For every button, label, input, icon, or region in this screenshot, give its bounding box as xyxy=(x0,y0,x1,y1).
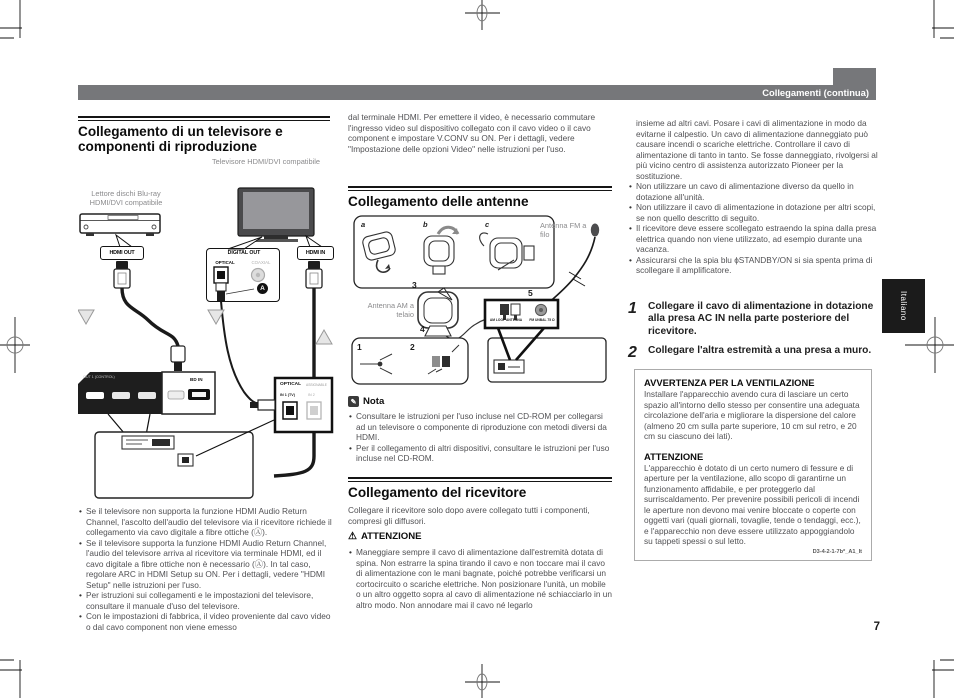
pencil-icon: ✎ xyxy=(348,396,359,407)
tv-note-1: • Se il televisore non supporta la funzione HDMI Audio Return Channel, l'ascolto dell'audio del televisore via il ricevitore richiede il collegamento via cavo digitale a fibre ottiche (Ⓐ). xyxy=(78,506,334,538)
right-continued: insieme ad altri cavi. Posare i cavi di alimentazione in modo da evitarne il calpestio. Un cavo di alimentazione danneggiato può causare incendi o scariche elettriche. Controllare il cavo di alimentazione di tanto in tanto. Se fosse danneggiato, rivolgersi al più vicino centro di assistenza autorizzato Pioneer per la sostituzione. xyxy=(636,118,878,181)
heading-rule xyxy=(348,186,612,191)
heading-rule xyxy=(348,477,612,482)
tv-section-heading-block xyxy=(78,116,330,155)
step-1-text: Collegare il cavo di alimentazione in dotazione alla presa AC IN nella parte posteriore del ricevitore. xyxy=(648,301,874,337)
right-column-text xyxy=(628,118,878,276)
step-c-label: c xyxy=(485,220,490,229)
tv-section-notes xyxy=(78,506,334,632)
antenna-terminal-box xyxy=(485,300,558,328)
coaxial-label: COAXIAL xyxy=(251,260,271,265)
tv-label: Televisore HDMI/DVI compatibile xyxy=(211,157,321,166)
right-note-3: • Il ricevitore deve essere scollegato estraendo la spina dalla presa elettrica quando non viene utilizzato, ad esempio durante una vacanza. xyxy=(628,223,878,255)
hdmi-cable-left xyxy=(122,288,178,346)
note-block xyxy=(348,396,612,464)
in1-tv-label: IN 1 (TV) xyxy=(280,393,295,397)
hdmi-out-plug xyxy=(114,261,130,288)
bluray-player-drawing xyxy=(80,214,160,236)
num-4-label: 4 xyxy=(420,324,425,334)
num-2-label: 2 xyxy=(410,342,415,352)
page-number: 7 xyxy=(873,621,880,633)
caution-bullets xyxy=(348,547,612,610)
receiver-caution-block xyxy=(348,531,612,610)
step-2-text: Collegare l'altra estremità a una presa a muro. xyxy=(648,345,872,357)
ventilation-caution-title: ATTENZIONE xyxy=(644,450,704,462)
doc-code: D3-4-2-1-7b*_A1_It xyxy=(812,548,862,555)
receiver-heading-block xyxy=(348,477,612,500)
steps-block xyxy=(628,301,880,368)
ventilation-box xyxy=(634,369,872,561)
tv-section-continued-text: dal terminale HDMI. Per emettere il video, è necessario commutare l'ingresso video sul dispositivo collegato con il cavo video o il cavo component e impostare V.CONV su ON. Per i dettagli, vedere "Impostazione delle opzioni Video" nelle istruzioni per l'uso. xyxy=(348,112,596,154)
warning-icon: ⚠ xyxy=(348,531,357,542)
num-1-label: 1 xyxy=(357,342,362,352)
bluray-player-label: Lettore dischi Blu-ray HDMI/DVI compatibile xyxy=(89,189,163,207)
receiver-section-heading: Collegamento del ricevitore xyxy=(348,485,527,500)
callout-a-badge: A xyxy=(257,283,268,294)
caution-title: ATTENZIONE xyxy=(360,531,422,542)
ventilation-body: Installare l'apparecchio avendo cura di lasciare un certo spazio all'intorno dello stesso per consentire una adeguata circolazione dell'aria e migliorare la dispersione del calore (almeno 20 cm sulla parte superiore, 10 cm sul retro, e 20 cm su ciascuno dei lati). xyxy=(644,389,860,442)
ventilation-caution-body: L'apparecchio è dotato di un certo numero di fessure e di aperture per la ventilazione, allo scopo di garantirne un funzionamento affidabile, e per proteggerlo dal surriscaldamento. Per prevenire possibili pericoli di incendi le aperture non devono mai venire bloccate o coperte con oggetti vari (quali giornali, tovaglie, tende o tendaggi, ecc.), e l'apparecchio non deve essere utilizzato appoggiandolo su tappeti spessi o sul letto. xyxy=(644,462,861,547)
note-1: • Consultare le istruzioni per l'uso incluse nel CD-ROM per collegarsi ad un televisore o componente di riproduzione con metodi diversi da HDMI. xyxy=(348,411,612,443)
tv-note-4: • Con le impostazioni di fabbrica, il video proveniente dal cavo video o dal cavo component non viene emesso xyxy=(78,611,334,632)
language-tab-label: Italiano xyxy=(899,291,908,321)
page-header-bar xyxy=(78,85,876,100)
assignable-label: ASSIGNABLE xyxy=(306,383,327,387)
digital-out-label: DIGITAL OUT xyxy=(227,250,261,256)
step-1 xyxy=(628,301,880,338)
tv-note-3: • Per istruzioni sui collegamenti e le impostazioni del televisore, consultare il manuale d'uso del televisore. xyxy=(78,590,334,611)
antenna-heading-block xyxy=(348,186,612,209)
fm-unbal-terminal-label: FM UNBAL 75 Ω xyxy=(529,318,555,322)
tv-connection-diagram xyxy=(78,156,334,506)
out1-control-label: OUT 1 (CONTROL) xyxy=(83,375,115,379)
step-b-label: b xyxy=(423,220,428,229)
tv-section-heading: Collegamento di un televisore e componenti di riproduzione xyxy=(78,124,283,155)
tv-diagram-art xyxy=(78,156,334,506)
antenna-diagram xyxy=(348,214,612,392)
step-2 xyxy=(628,345,880,361)
hdmi-in-plug xyxy=(306,261,322,288)
digital-out-box xyxy=(206,248,280,302)
receiver-outline xyxy=(95,432,253,498)
right-bullets xyxy=(628,181,878,276)
receiver-intro: Collegare il ricevitore solo dopo avere collegato tutti i componenti, compresi gli diffusori. xyxy=(348,505,590,526)
language-tab xyxy=(882,279,925,333)
bd-in-label: BD IN xyxy=(190,377,203,382)
note-bullets xyxy=(348,411,612,464)
note-2: • Per il collegamento di altri dispositivi, consultare le istruzioni per l'uso incluse nel CD-ROM. xyxy=(348,443,612,464)
ventilation-title: AVVERTENZA PER LA VENTILAZIONE xyxy=(644,377,815,388)
hdmi-out-label: HDMI OUT xyxy=(100,246,144,260)
in2-label: IN 2 xyxy=(308,393,315,397)
antenna-section-heading: Collegamento delle antenne xyxy=(348,194,529,209)
note-title-row xyxy=(348,396,612,407)
antenna-receiver-outline xyxy=(488,338,606,382)
optical-cable xyxy=(221,301,258,404)
note-title: Nota xyxy=(363,396,385,407)
optical-panel-label: OPTICAL xyxy=(280,382,302,387)
fm-antenna-label: Antenna FM a filo xyxy=(540,221,587,239)
tv-note-2: • Se il televisore supporta la funzione HDMI Audio Return Channel, l'audio del televisore arriva al ricevitore via terminale HDMI, ed il cavo digitale a fibre ottiche non è necessario (Ⓐ). In tal caso, regolare ARC in HDMI Setup su ON. Per i dettagli, vedere "HDMI Setup" nelle istruzioni per l'uso. xyxy=(78,538,334,591)
right-note-1: • Non utilizzare un cavo di alimentazione diverso da quello in dotazione all'unità. xyxy=(628,181,878,202)
page-header-title: Collegamenti (continua) xyxy=(762,87,869,98)
step-a-label: a xyxy=(361,220,366,229)
heading-rule xyxy=(78,116,330,121)
am-antenna-label: Antenna AM a telaio xyxy=(367,301,414,319)
right-note-4: • Assicurarsi che la spia blu ɸSTANDBY/ON si sia spenta prima di scollegare il amplificatore. xyxy=(628,255,878,276)
step-2-number: 2 xyxy=(628,344,637,362)
num-5-label: 5 xyxy=(528,288,533,298)
step-1-number: 1 xyxy=(628,300,637,317)
hdmi-in-label: HDMI IN xyxy=(297,246,334,260)
num-3-label: 3 xyxy=(412,280,417,290)
caution-1: • Maneggiare sempre il cavo di alimentazione dall'estremità dotata di spina. Non estrarre la spina tirando il cavo e non toccare mai il cavo di alimentazione con le mani bagnate, poiché potrebbe verificarsi un cortocircuito o scariche elettriche. Non posizionare l'unità, un mobile o un altro oggetto sopra al cavo di alimentazione né schiacciarlo in un altro modo. Non annodare mai il cavo né legarlo xyxy=(348,547,612,610)
optical-label: OPTICAL xyxy=(215,260,235,265)
tv-drawing xyxy=(238,188,314,242)
header-tab xyxy=(833,68,876,85)
right-note-2: • Non utilizzare il cavo di alimentazione in dotazione per altri scopi, se non quello descritto di seguito. xyxy=(628,202,878,223)
caution-title-row xyxy=(348,531,612,542)
fm-antenna-tip xyxy=(591,224,599,237)
am-loop-terminal-label: AM LOOP ANTENNA xyxy=(489,318,523,322)
